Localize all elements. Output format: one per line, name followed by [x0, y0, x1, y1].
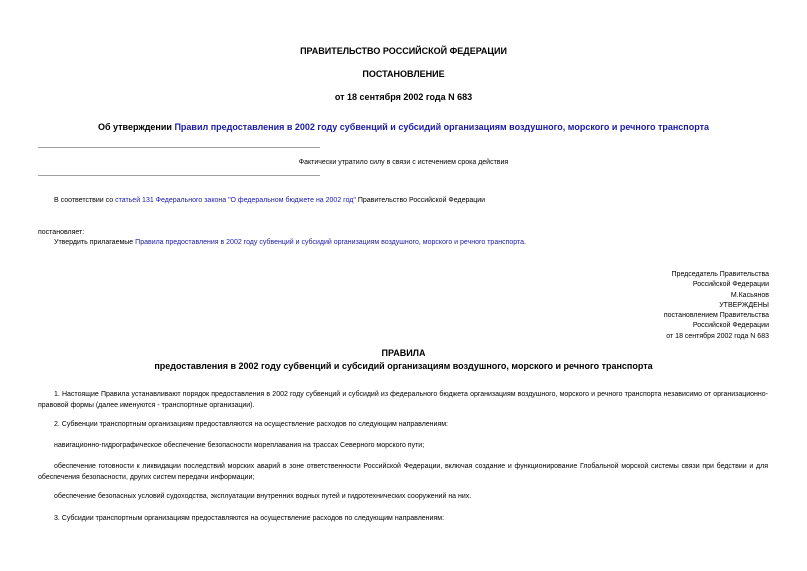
resolves-text — [54, 238, 526, 248]
rules-paragraph-3: навигационно-гидрографическое обеспечение безопасности мореплавания на трассах Северного морского пути; — [54, 442, 425, 449]
title-link[interactable]: Правил предоставления в 2002 году субвенций и субсидий организациям воздушного, морского и речного транспорта — [174, 122, 710, 132]
approval-country: Российской Федерации — [692, 322, 769, 330]
rules-link[interactable]: Правила предоставления в 2002 году субвенций и субсидий организациям воздушного, морского и речного транспорта — [135, 239, 525, 246]
document-date: от 18 сентября 2002 года N 683 — [334, 92, 473, 102]
rules-paragraph-2: 2. Субвенции транспортным организациям предоставляются на осуществление расходов по следующим направлениям: — [54, 421, 448, 428]
rules-paragraph-4: обеспечение готовности к ликвидации последствий морских аварий в зоне ответственности Российской Федерации, включая создание и функционирование Глобальной морской системы связи при бедствии и для обеспечения безопасности, других систем передачи информации; — [38, 463, 768, 481]
preamble-prefix: В соответствии со — [54, 197, 116, 204]
approval-by: постановлением Правительства — [663, 312, 769, 320]
approval-date: от 18 сентября 2002 года N 683 — [666, 332, 769, 340]
rules-paragraph-1: 1. Настоящие Правила устанавливают порядок предоставления в 2002 году субвенций и субсидий из федерального бюджета организациям воздушного, морского и речного транспорта независимо от организационно-правовой формы (далее именуются - транспортные организации). — [38, 391, 768, 409]
approval-title: УТВЕРЖДЕНЫ — [719, 301, 769, 309]
preamble-suffix: Правительство Российской Федерации — [355, 197, 486, 204]
rules-paragraph-6: 3. Субсидии транспортным организациям предоставляются на осуществление расходов по следующим направлениям: — [54, 515, 445, 522]
preamble-law-link[interactable]: статьей 131 Федерального закона "О федеральном бюджете на 2002 год" — [115, 197, 356, 204]
signature-country: Российской Федерации — [692, 281, 769, 289]
document-type: ПОСТАНОВЛЕНИЕ — [362, 69, 445, 79]
signature-position: Председатель Правительства — [671, 271, 769, 278]
rules-heading: ПРАВИЛА — [381, 348, 426, 358]
divider-bottom — [38, 175, 320, 176]
status-note: Фактически утратило силу в связи с истечением срока действия — [298, 159, 509, 166]
signatory-name: М.Касьянов — [730, 291, 769, 299]
government-name: ПРАВИТЕЛЬСТВО РОССИЙСКОЙ ФЕДЕРАЦИИ — [300, 46, 507, 56]
divider-top — [38, 147, 320, 148]
preamble — [54, 196, 485, 206]
rules-paragraph-5: обеспечение безопасных условий судоходства, эксплуатации внутренних водных путей и гидротехнических сооружений на них. — [54, 493, 472, 500]
resolves-suffix: . — [524, 239, 526, 246]
signature-block — [664, 270, 769, 342]
document-title — [0, 122, 807, 132]
resolves-label: постановляет: — [38, 229, 85, 236]
rules-subheading: предоставления в 2002 году субвенций и субсидий организациям воздушного, морского и речного транспорта — [154, 361, 653, 371]
resolves-prefix: Утвердить прилагаемые — [54, 239, 136, 246]
title-prefix: Об утверждении — [97, 122, 175, 132]
